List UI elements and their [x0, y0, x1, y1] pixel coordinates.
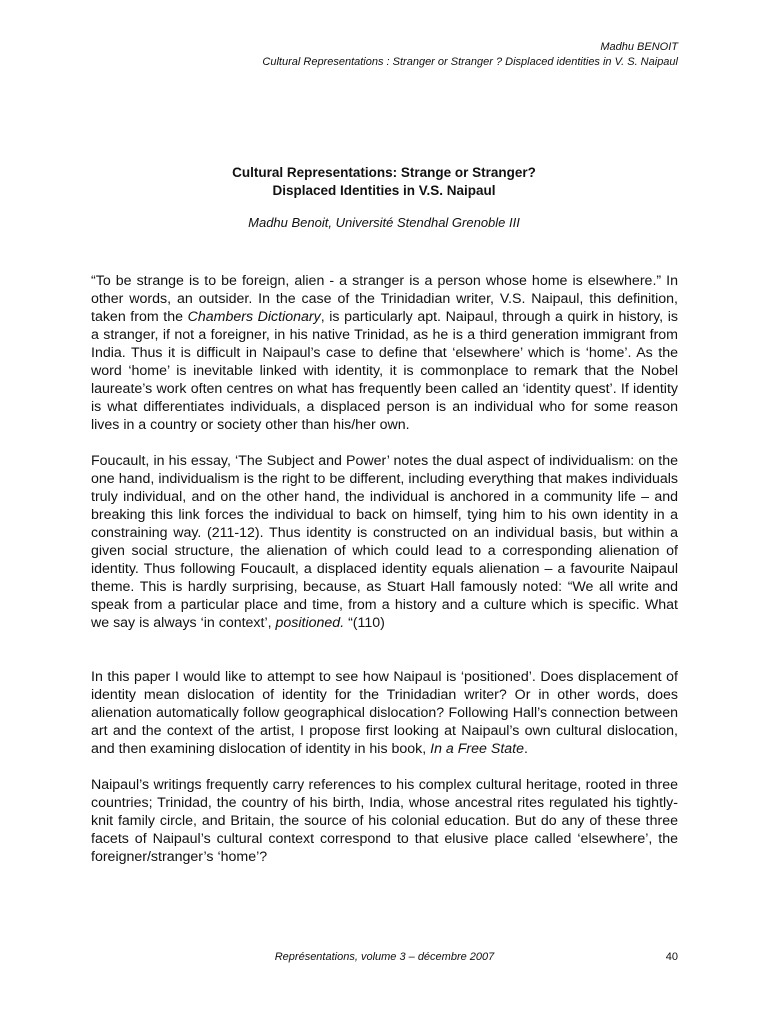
- paragraph-3-text-b: .: [524, 741, 528, 757]
- paragraph-3: [91, 668, 678, 758]
- paragraph-2-text-b: “(110): [344, 615, 385, 631]
- paragraph-4-text-a: Naipaul’s writings frequently carry references to his complex cultural heritage, rooted in three countries; Trinidad, the country of his birth, India, whose ancestral rites regulated his tightly-knit family circle, and Britain, the source of his colonial education. But do any of these three facets of Naipaul’s cultural context correspond to that elusive place called ‘elsewhere’, the foreigner/stranger’s ‘home’?: [91, 777, 678, 865]
- page-number: 40: [665, 951, 678, 963]
- paragraph-2-emphasis: positioned.: [275, 615, 345, 631]
- paragraph-1: [91, 272, 678, 434]
- article-title-block: [90, 164, 678, 232]
- author-affiliation: Madhu Benoit, Université Stendhal Grenoble III: [248, 215, 520, 230]
- page-footer: [91, 950, 678, 965]
- article-title-line-2: Displaced Identities in V.S. Naipaul: [272, 183, 496, 198]
- paragraph-2-text-a: Foucault, in his essay, ‘The Subject and Power’ notes the dual aspect of individualism: on the one hand, individualism is the right to be different, including everything that makes individuals truly individual, and on the other hand, the individual is anchored in a community life – and breaking this link forces the individual to back on himself, tying him to his own identity in a constraining way. (211-12). Thus identity is constructed on an individual basis, but within a given social structure, the alienation of which could lead to a corresponding alienation of identity. Thus following Foucault, a displaced identity equals alienation – a favourite Naipaul theme. This is hardly surprising, because, as Stuart Hall famously noted: “We all write and speak from a particular place and time, from a history and a culture which is specific. What we say is always ‘in context’,: [91, 453, 678, 631]
- paragraph-1-text-b: , is particularly apt. Naipaul, through a quirk in history, is a stranger, if not a foreigner, in his native Trinidad, as he is a third generation immigrant from India. Thus it is difficult in Naipaul’s case to define that ‘elsewhere’ which is ‘home’. As the word ‘home’ is inevitable linked with identity, it is commonplace to remark that the Nobel laureate’s work often centres on what has frequently been called an ‘identity quest’. If identity is what differentiates individuals, a displaced person is an individual who for some reason lives in a country or society other than his/her own.: [91, 309, 678, 433]
- article-body: [91, 272, 678, 866]
- paragraph-2: [91, 452, 678, 632]
- article-title-line-1: Cultural Representations: Strange or Stranger?: [232, 165, 536, 180]
- running-head-author: Madhu BENOIT: [600, 41, 678, 53]
- paragraph-4: [91, 776, 678, 866]
- paragraph-3-emphasis: In a Free State: [430, 741, 524, 757]
- paragraph-1-text-a: “To be strange is to be foreign, alien - a stranger is a person whose home is elsewhere.” In other words, an outsider. In the case of the Trinidadian writer, V.S. Naipaul, this definition, taken from the: [91, 273, 678, 325]
- paragraph-3-text-a: In this paper I would like to attempt to see how Naipaul is ‘positioned’. Does displacement of identity mean dislocation of identity for the Trinidadian writer? Or in other words, does alienation automatically follow geographical dislocation? Following Hall’s connection between art and the context of the artist, I propose first looking at Naipaul’s own cultural dislocation, and then examining dislocation of identity in his book,: [91, 669, 678, 757]
- paragraph-1-emphasis: Chambers Dictionary: [187, 309, 321, 325]
- running-head: [262, 40, 678, 70]
- running-head-title: Cultural Representations : Stranger or Stranger ? Displaced identities in V. S. Naipaul: [262, 56, 678, 68]
- footer-journal: Représentations, volume 3 – décembre 2007: [274, 951, 495, 963]
